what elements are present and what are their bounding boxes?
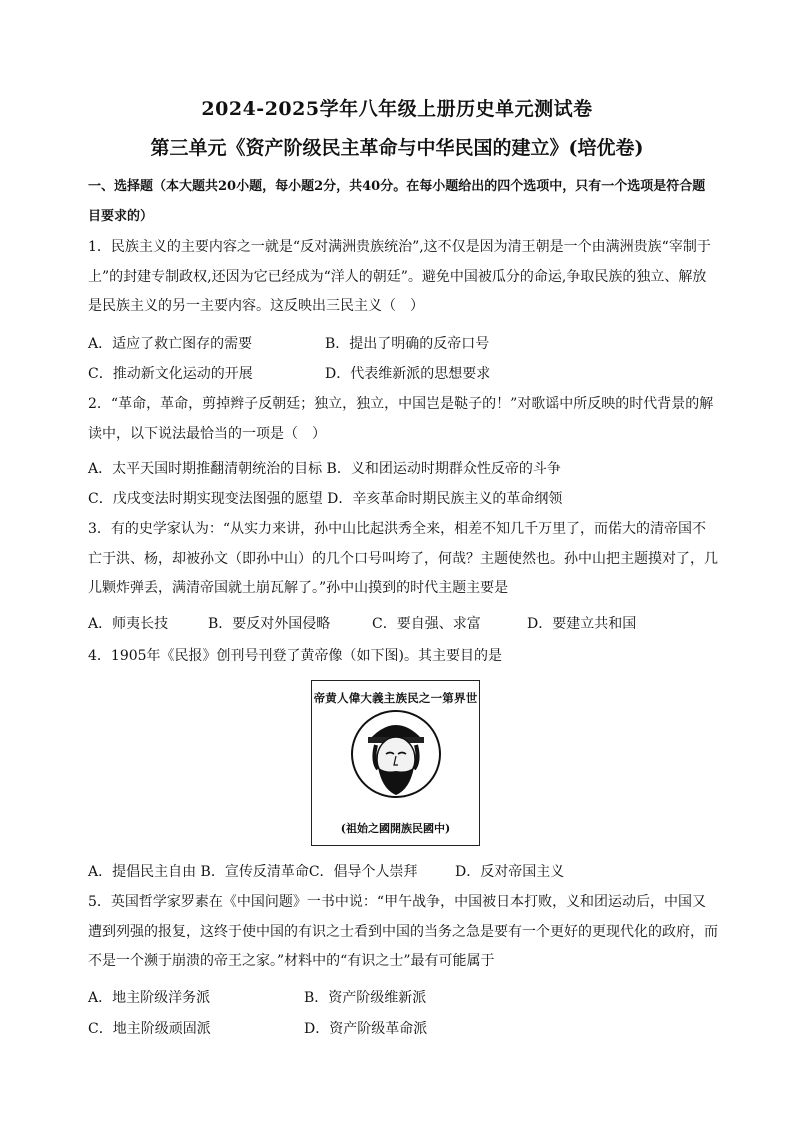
question-1-stem: 1．民族主义的主要内容之一就是“反对满洲贵族统治”,这不仅是因为清王朝是一个由满洲贵族“宰制于上”的封建专制政权,还因为它已经成为“洋人的朝廷”。避免中国被瓜分的命运,争取民族的独立、解放是民族主义的另一主要内容。这反映出三民主义（ ） [88,239,711,314]
question-1-option-c[interactable]: C．推动新文化运动的开展 [88,366,253,382]
unit-subtitle: 第三单元《资产阶级民主革命与中华民国的建立》(培优卷) [150,137,644,159]
question-2-options-cd[interactable]: C．戊戌变法时期实现变法图强的愿望 D．辛亥革命时期民族主义的革命纲领 [88,491,563,507]
yellow-emperor-portrait-figure [311,680,480,846]
question-2-options-ab[interactable]: A．太平天国时期推翻清朝统治的目标 B．义和团运动时期群众性反帝的斗争 [88,461,561,477]
exam-title: 2024-2025学年八年级上册历史单元测试卷 [201,98,593,120]
question-1-option-d[interactable]: D．代表维新派的思想要求 [325,366,491,382]
question-5-option-a[interactable]: A．地主阶级洋务派 [88,990,211,1006]
question-5-stem: 5．英国哲学家罗素在《中国问题》一书中说：“甲午战争，中国被日本打败，义和团运动后，中国又遭到列强的报复，这终于使中国的有识之士看到中国的当务之急是要有一个更好的更现代化的政府，而不是一个濒于崩溃的帝王之家。”材料中的“有识之士”最有可能属于 [88,894,718,969]
question-3-option-b[interactable]: B．要反对外国侵略 [208,616,331,632]
figure-bottom-caption: (祖始之國開族民國中) [340,822,451,835]
question-4-options-abc[interactable]: A．提倡民主自由 B．宣传反清革命C．倡导个人崇拜 [88,864,418,880]
yellow-emperor-portrait-image [350,709,442,799]
question-4-option-d[interactable]: D．反对帝国主义 [455,864,565,880]
question-3-stem: 3．有的史学家认为：“从实力来讲，孙中山比起洪秀全来，相差不知几千万里了，而偌大的清帝国不亡于洪、杨，却被孙文（即孙中山）的几个口号叫垮了，何哉？主题使然也。孙中山把主题摸对了，几儿颗炸弹丢，满清帝国就土崩瓦解了。”孙中山摸到的时代主题主要是 [88,521,718,596]
figure-top-caption: 帝黄人偉大義主族民之一第界世 [313,691,478,705]
question-1-option-b[interactable]: B．提出了明确的反帝口号 [325,336,490,352]
question-1-option-a[interactable]: A．适应了救亡图存的需要 [88,336,253,352]
section-header: 一、选择题（本大题共20小题，每小题2分，共40分。在每小题给出的四个选项中，只有一个选项是符合题目要求的） [88,179,706,224]
question-3-option-a[interactable]: A．师夷长技 [88,616,169,632]
question-5-option-c[interactable]: C．地主阶级顽固派 [88,1021,211,1037]
question-4-stem: 4．1905年《民报》创刊号刊登了黄帝像（如下图)。其主要目的是 [88,648,502,664]
question-3-option-c[interactable]: C．要自强、求富 [372,616,481,632]
question-5-option-d[interactable]: D．资产阶级革命派 [304,1021,428,1037]
question-3-option-d[interactable]: D．要建立共和国 [527,616,637,632]
question-2-stem: 2．“革命，革命，剪掉辫子反朝廷；独立，独立，中国岂是鞑子的！”对歌谣中所反映的时代背景的解读中，以下说法最恰当的一项是（ ） [88,396,714,442]
question-5-option-b[interactable]: B．资产阶级维新派 [304,990,427,1006]
